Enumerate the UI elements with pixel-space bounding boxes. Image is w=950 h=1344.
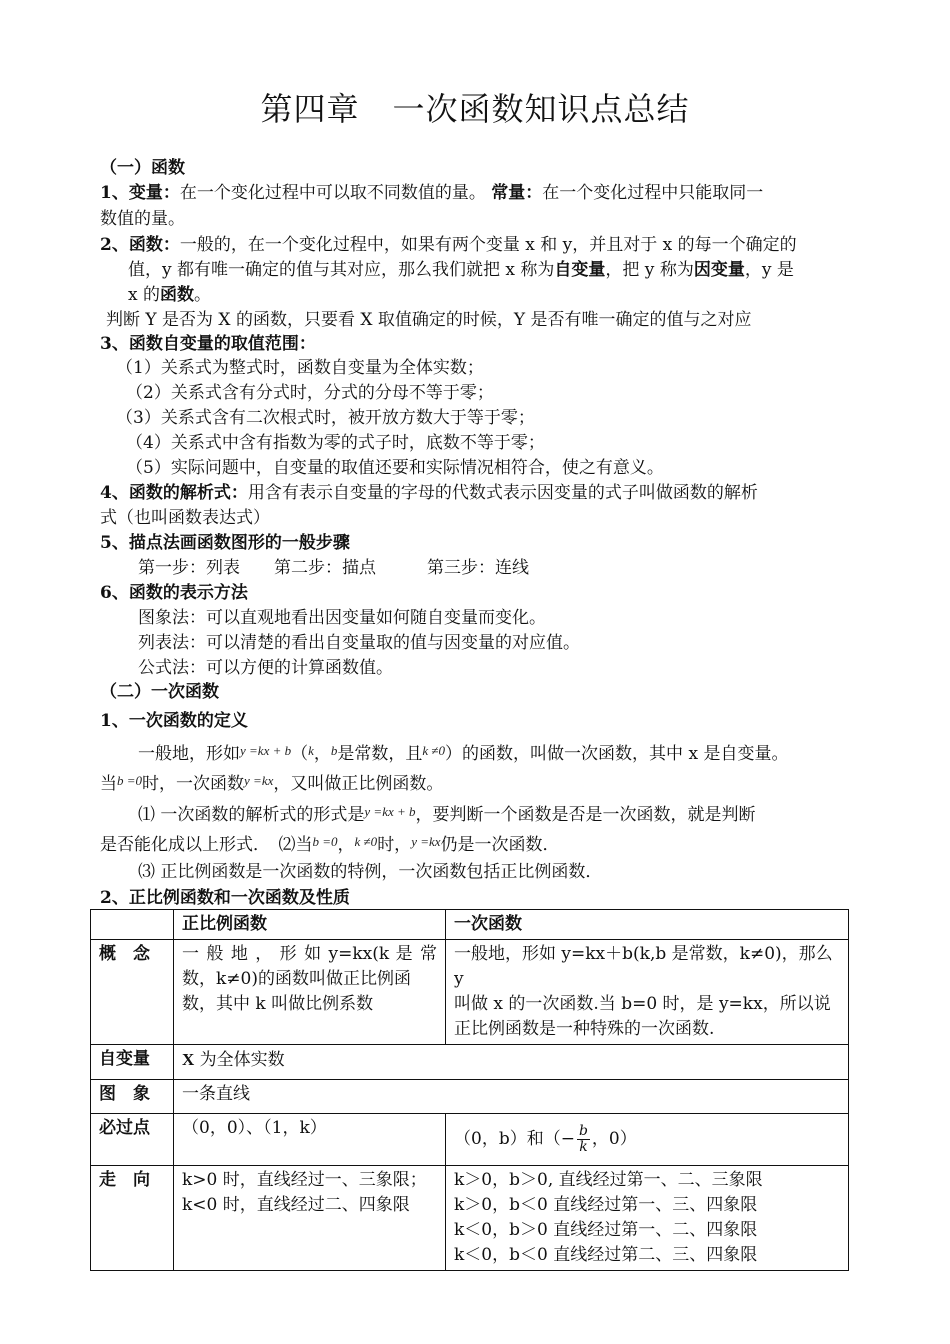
item-number: 2、 (100, 235, 129, 255)
cell-line: k<0 时，直线经过二、四象限 (182, 1195, 410, 1215)
row-label-points: 必过点 (91, 1114, 174, 1166)
text-fragment: ，要判断一个函数是否是一次函数，就是判断 (415, 805, 756, 825)
text-fragment: 是常数，且 (337, 744, 423, 764)
math-formula: y =kx + b (240, 743, 292, 758)
math-formula: y =kx + b (364, 804, 416, 819)
fraction-numerator: b (578, 1123, 588, 1139)
text-fragment: ，又叫做正比例函数。 (273, 774, 444, 794)
cell-line: k>0 时，直线经过一、三象限； (182, 1170, 427, 1190)
function-definition-line2 (128, 258, 794, 282)
math-formula: y =kx (411, 834, 441, 849)
method-item: 列表法：可以清楚的看出自变量取的值与因变量的对应值。 (138, 633, 580, 653)
item-number: 1、 (100, 183, 129, 203)
section-heading-linear: （二）一次函数 (100, 682, 219, 702)
text-fragment: 仍是一次函数． (440, 835, 560, 855)
constant-label: 常量： (491, 183, 543, 203)
expression-label: 4、函数的解析式： (100, 483, 248, 503)
properties-heading: 2、正比例函数和一次函数及性质 (100, 888, 350, 908)
cell-text: ，0） (591, 1129, 637, 1149)
cell-trend-proportional (174, 1166, 446, 1271)
cell-line: 一般地，形如 y=kx＋b(k,b 是常数，k≠0)，那么 y (454, 944, 833, 989)
text-fragment: ， (313, 744, 331, 764)
cell-graph-value: 一条直线 (174, 1080, 849, 1114)
cell-line: k＜0，b＞0 直线经过第一、二、四象限 (454, 1220, 758, 1240)
table-row-domain (91, 1045, 849, 1080)
function-text: 一般的，在一个变化过程中，如果有两个变量 x 和 y，并且对于 x 的每一个确定的 (179, 235, 797, 255)
table-corner-cell (91, 910, 174, 940)
text-fragment: （ (291, 744, 309, 764)
method-item: 图象法：可以直观地看出因变量如何随自变量而变化。 (138, 608, 546, 628)
fraction-denominator: k (579, 1139, 588, 1155)
column-header-proportional: 正比例函数 (174, 910, 446, 940)
math-formula: k ≠0 (422, 743, 446, 758)
plot-steps: 第一步：列表 第二步：描点 第三步：连线 (138, 558, 529, 578)
domain-rest: 为全体实数 (194, 1050, 285, 1070)
term-function: 函数 (160, 285, 194, 305)
table-row-points (91, 1114, 849, 1166)
row-label-trend: 走 向 (91, 1166, 174, 1271)
text-fragment: 时，一次函数 (142, 774, 245, 794)
table-header-row (91, 910, 849, 940)
cell-trend-linear (446, 1166, 849, 1271)
cell-line: 叫做 x 的一次函数.当 b=0 时，是 y=kx，所以说 (454, 994, 831, 1014)
text-fragment: ）的函数，叫做一次函数，其中 x 是自变量。 (445, 744, 789, 764)
term-independent: 自变量 (554, 260, 606, 280)
math-formula: b =0 (312, 834, 338, 849)
linear-definition-line1 (138, 739, 788, 766)
row-label-concept: 概 念 (91, 940, 174, 1045)
cell-line: 正比例函数是一种特殊的一次函数. (454, 1019, 715, 1039)
text-fragment: 一般地，形如 (138, 744, 240, 764)
table-row-graph (91, 1080, 849, 1114)
text-fragment: x 的 (128, 285, 160, 305)
domain-item: （4）关系式中含有指数为零的式子时，底数不等于零； (126, 433, 545, 453)
table-row-trend (91, 1166, 849, 1271)
text-fragment: ⑴ 一次函数的解析式的形式是 (138, 805, 365, 825)
cell-points-linear (446, 1114, 849, 1166)
cell-line: 数，其中 k 叫做比例系数 (182, 994, 374, 1014)
cell-line: k＞0，b＜0 直线经过第一、三、四象限 (454, 1195, 758, 1215)
cell-concept-proportional (174, 940, 446, 1045)
text-fragment: 值，y 都有唯一确定的值与其对应，那么我们就把 x 称为 (128, 260, 555, 280)
linear-note-1 (138, 800, 756, 827)
domain-heading: 3、函数自变量的取值范围： (100, 334, 316, 354)
cell-points-proportional: （0，0）、（1，k） (174, 1114, 446, 1166)
cell-domain-value: X 为全体实数 (174, 1045, 849, 1080)
method-item: 公式法：可以方便的计算函数值。 (138, 658, 393, 678)
linear-definition-heading: 1、一次函数的定义 (100, 711, 248, 731)
term-dependent: 因变量 (693, 260, 745, 280)
expression-definition (100, 481, 758, 505)
math-formula: y =kx (244, 773, 274, 788)
section-heading-functions: （一）函数 (100, 158, 185, 178)
text-fragment: ，y 是 (744, 260, 794, 280)
linear-note-3: ⑶ 正比例函数是一次函数的特例，一次函数包括正比例函数． (138, 862, 603, 882)
math-formula: b =0 (117, 773, 143, 788)
row-label-graph: 图 象 (91, 1080, 174, 1114)
domain-item: （5）实际问题中，自变量的取值还要和实际情况相符合，使之有意义。 (126, 458, 664, 478)
constant-text-cont: 数值的量。 (100, 209, 185, 229)
math-formula: k ≠0 (354, 834, 378, 849)
cell-text: （0，b）和（− (454, 1129, 575, 1149)
table-row-concept (91, 940, 849, 1045)
row-label-domain: 自变量 (91, 1045, 174, 1080)
text-fragment: 当 (100, 774, 117, 794)
text-fragment: 是否能化成以上形式． ⑵当 (100, 835, 313, 855)
methods-heading: 6、函数的表示方法 (100, 583, 248, 603)
cell-line: k＞0，b＞0, 直线经过第一、二、三象限 (454, 1170, 763, 1190)
linear-definition-line2 (100, 769, 443, 796)
plot-steps-heading: 5、描点法画函数图形的一般步骤 (100, 533, 350, 553)
expression-text-cont: 式（也叫函数表达式） (100, 508, 270, 528)
page-title: 第四章 一次函数知识点总结 (260, 90, 690, 128)
cell-line: 数，k≠0)的函数叫做正比例函 (182, 969, 411, 989)
function-definition (100, 233, 797, 257)
column-header-linear: 一次函数 (446, 910, 849, 940)
properties-table (90, 909, 849, 1271)
cell-line: 一 般 地 ， 形 如 y=kx(k 是 常 (182, 944, 437, 964)
domain-item: （3）关系式含有二次根式时，被开放方数大于等于零； (116, 408, 535, 428)
text-fragment: ，把 y 称为 (605, 260, 694, 280)
text-fragment: 时， (377, 835, 412, 855)
text-fragment: ， (337, 835, 355, 855)
cell-concept-linear (446, 940, 849, 1045)
text-fragment: 。 (194, 285, 211, 305)
fraction (577, 1124, 590, 1155)
variable-definition (100, 181, 763, 205)
expression-text: 用含有表示自变量的字母的代数式表示因变量的式子叫做函数的解析 (247, 483, 758, 503)
variable-label: 变量： (128, 183, 180, 203)
math-formula: b (330, 743, 338, 758)
function-judgement: 判断 Y 是否为 X 的函数，只要看 X 取值确定的时候，Y 是否有唯一确定的值与之对应 (106, 310, 752, 330)
domain-item: （1）关系式为整式时，函数自变量为全体实数； (116, 358, 484, 378)
function-label: 函数： (128, 235, 180, 255)
cell-line: k＜0，b＜0 直线经过第二、三、四象限 (454, 1245, 758, 1265)
function-definition-line3 (128, 283, 211, 307)
math-formula: k (308, 743, 314, 758)
constant-text: 在一个变化过程中只能取同一 (542, 183, 764, 203)
domain-item: （2）关系式含有分式时，分式的分母不等于零； (126, 383, 494, 403)
variable-text: 在一个变化过程中可以取不同数值的量。 (179, 183, 492, 203)
linear-note-2 (100, 830, 560, 857)
